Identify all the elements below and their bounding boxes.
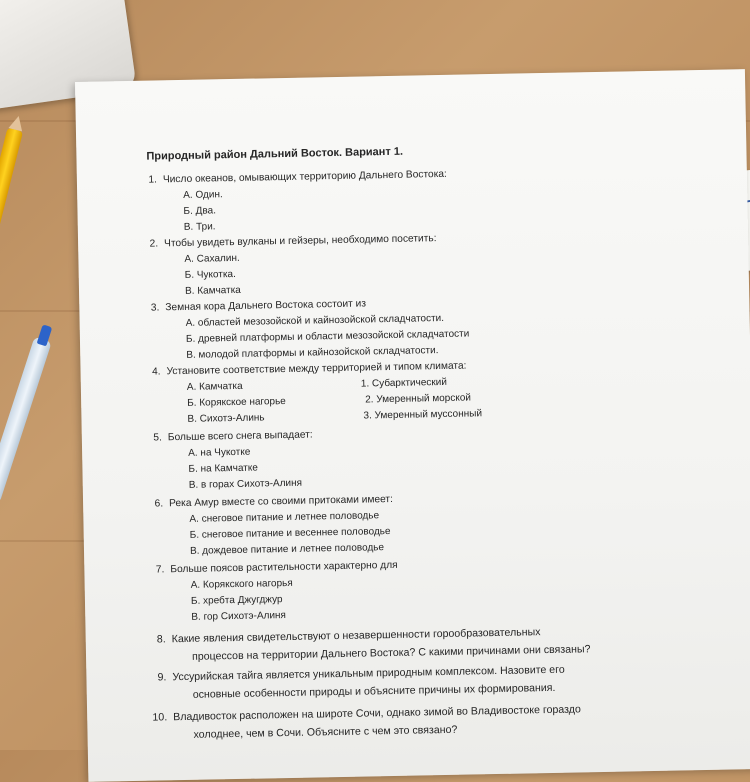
worksheet-page [75, 69, 750, 782]
option: Б. Два. [183, 205, 217, 217]
question-8: 8. Какие явления свидетельствуют о незавершенности горообразовательных [156, 626, 541, 646]
option: Б. на Камчатке [188, 462, 258, 475]
option: А. Сахалин. [184, 252, 240, 265]
question-text: Какие явления свидетельствуют о незавершенности горообразовательных [171, 626, 541, 646]
question-text: Уссурийская тайга является уникальным природным комплексом. Назовите его [172, 663, 565, 684]
option: В. в горах Сихотэ-Алиня [188, 477, 303, 491]
match-left: Б. Корякское нагорье [187, 396, 286, 409]
option: В. дождевое питание и летнее половодье [189, 542, 385, 557]
question-10: 10. Владивосток расположен на широте Сочи, однако зимой во Владивостоке гораздо [152, 703, 581, 724]
question-4: 4. Установите соответствие между территорией и типом климата: [151, 360, 467, 378]
question-text: Больше поясов растительности характерно для [170, 559, 398, 576]
question-2: 2. Чтобы увидеть вулканы и гейзеры, необходимо посетить: [149, 233, 437, 250]
match-right: 2. Умеренный морской [365, 392, 472, 406]
option: Б. хребта Джугджур [190, 594, 283, 607]
option: В. Камчатка [184, 284, 241, 297]
option: Б. древней платформы и области мезозойской складчатости [185, 328, 470, 345]
question-text: Число океанов, омывающих территорию Дальнего Востока: [162, 168, 447, 186]
question-6: 6. Река Амур вместе со своими притоками имеет: [154, 493, 393, 510]
question-text: Владивосток расположен на широте Сочи, однако зимой во Владивостоке гораздо [173, 703, 581, 724]
question-7: 7. Больше поясов растительности характерно для [155, 559, 398, 576]
match-left: А. Камчатка [186, 380, 243, 393]
question-text: Река Амур вместе со своими притоками имеет: [169, 493, 393, 510]
question-text: Земная кора Дальнего Востока состоит из [165, 298, 367, 314]
match-right: 3. Умеренный муссонный [363, 408, 483, 422]
question-9: 9. Уссурийская тайга является уникальным природным комплексом. Назовите его [157, 663, 565, 684]
option: А. областей мезозойской и кайнозойской складчатости. [185, 312, 445, 329]
question-text-continued: основные особенности природы и объясните причины их формирования. [192, 681, 556, 701]
question-text: Больше всего снега выпадает: [167, 429, 313, 444]
option: А. снеговое питание и летнее половодье [189, 510, 380, 525]
question-1: 1. Число океанов, омывающих территорию Дальнего Востока: [148, 168, 447, 186]
option: В. гор Сихотэ-Алиня [191, 610, 287, 623]
match-right: 1. Субарктический [360, 376, 447, 390]
option: Б. Чукотка. [184, 268, 236, 281]
match-left: В. Сихотэ-Алинь [187, 412, 265, 425]
option: В. молодой платформы и кайнозойской складчатости. [186, 345, 439, 361]
yellow-pencil [0, 128, 23, 239]
option: А. Корякского нагорья [190, 577, 293, 591]
page-title: Природный район Дальний Восток. Вариант 1. [146, 145, 404, 163]
blue-pen [0, 336, 52, 503]
question-text: Установите соответствие между территорией и типом климата: [166, 360, 467, 378]
option: Б. снеговое питание и весеннее половодье [189, 526, 391, 541]
question-text: Чтобы увидеть вулканы и гейзеры, необходимо посетить: [164, 233, 437, 250]
question-3: 3. Земная кора Дальнего Востока состоит из [150, 298, 367, 314]
option: В. Три. [183, 221, 216, 233]
option: А. Один. [183, 189, 223, 201]
question-text-continued: процессов на территории Дальнего Востока? С какими причинами они связаны? [191, 643, 591, 663]
option: А. на Чукотке [188, 446, 251, 459]
question-5: 5. Больше всего снега выпадает: [153, 429, 313, 444]
question-text-continued: холоднее, чем в Сочи. Объясните с чем это связано? [193, 723, 458, 741]
